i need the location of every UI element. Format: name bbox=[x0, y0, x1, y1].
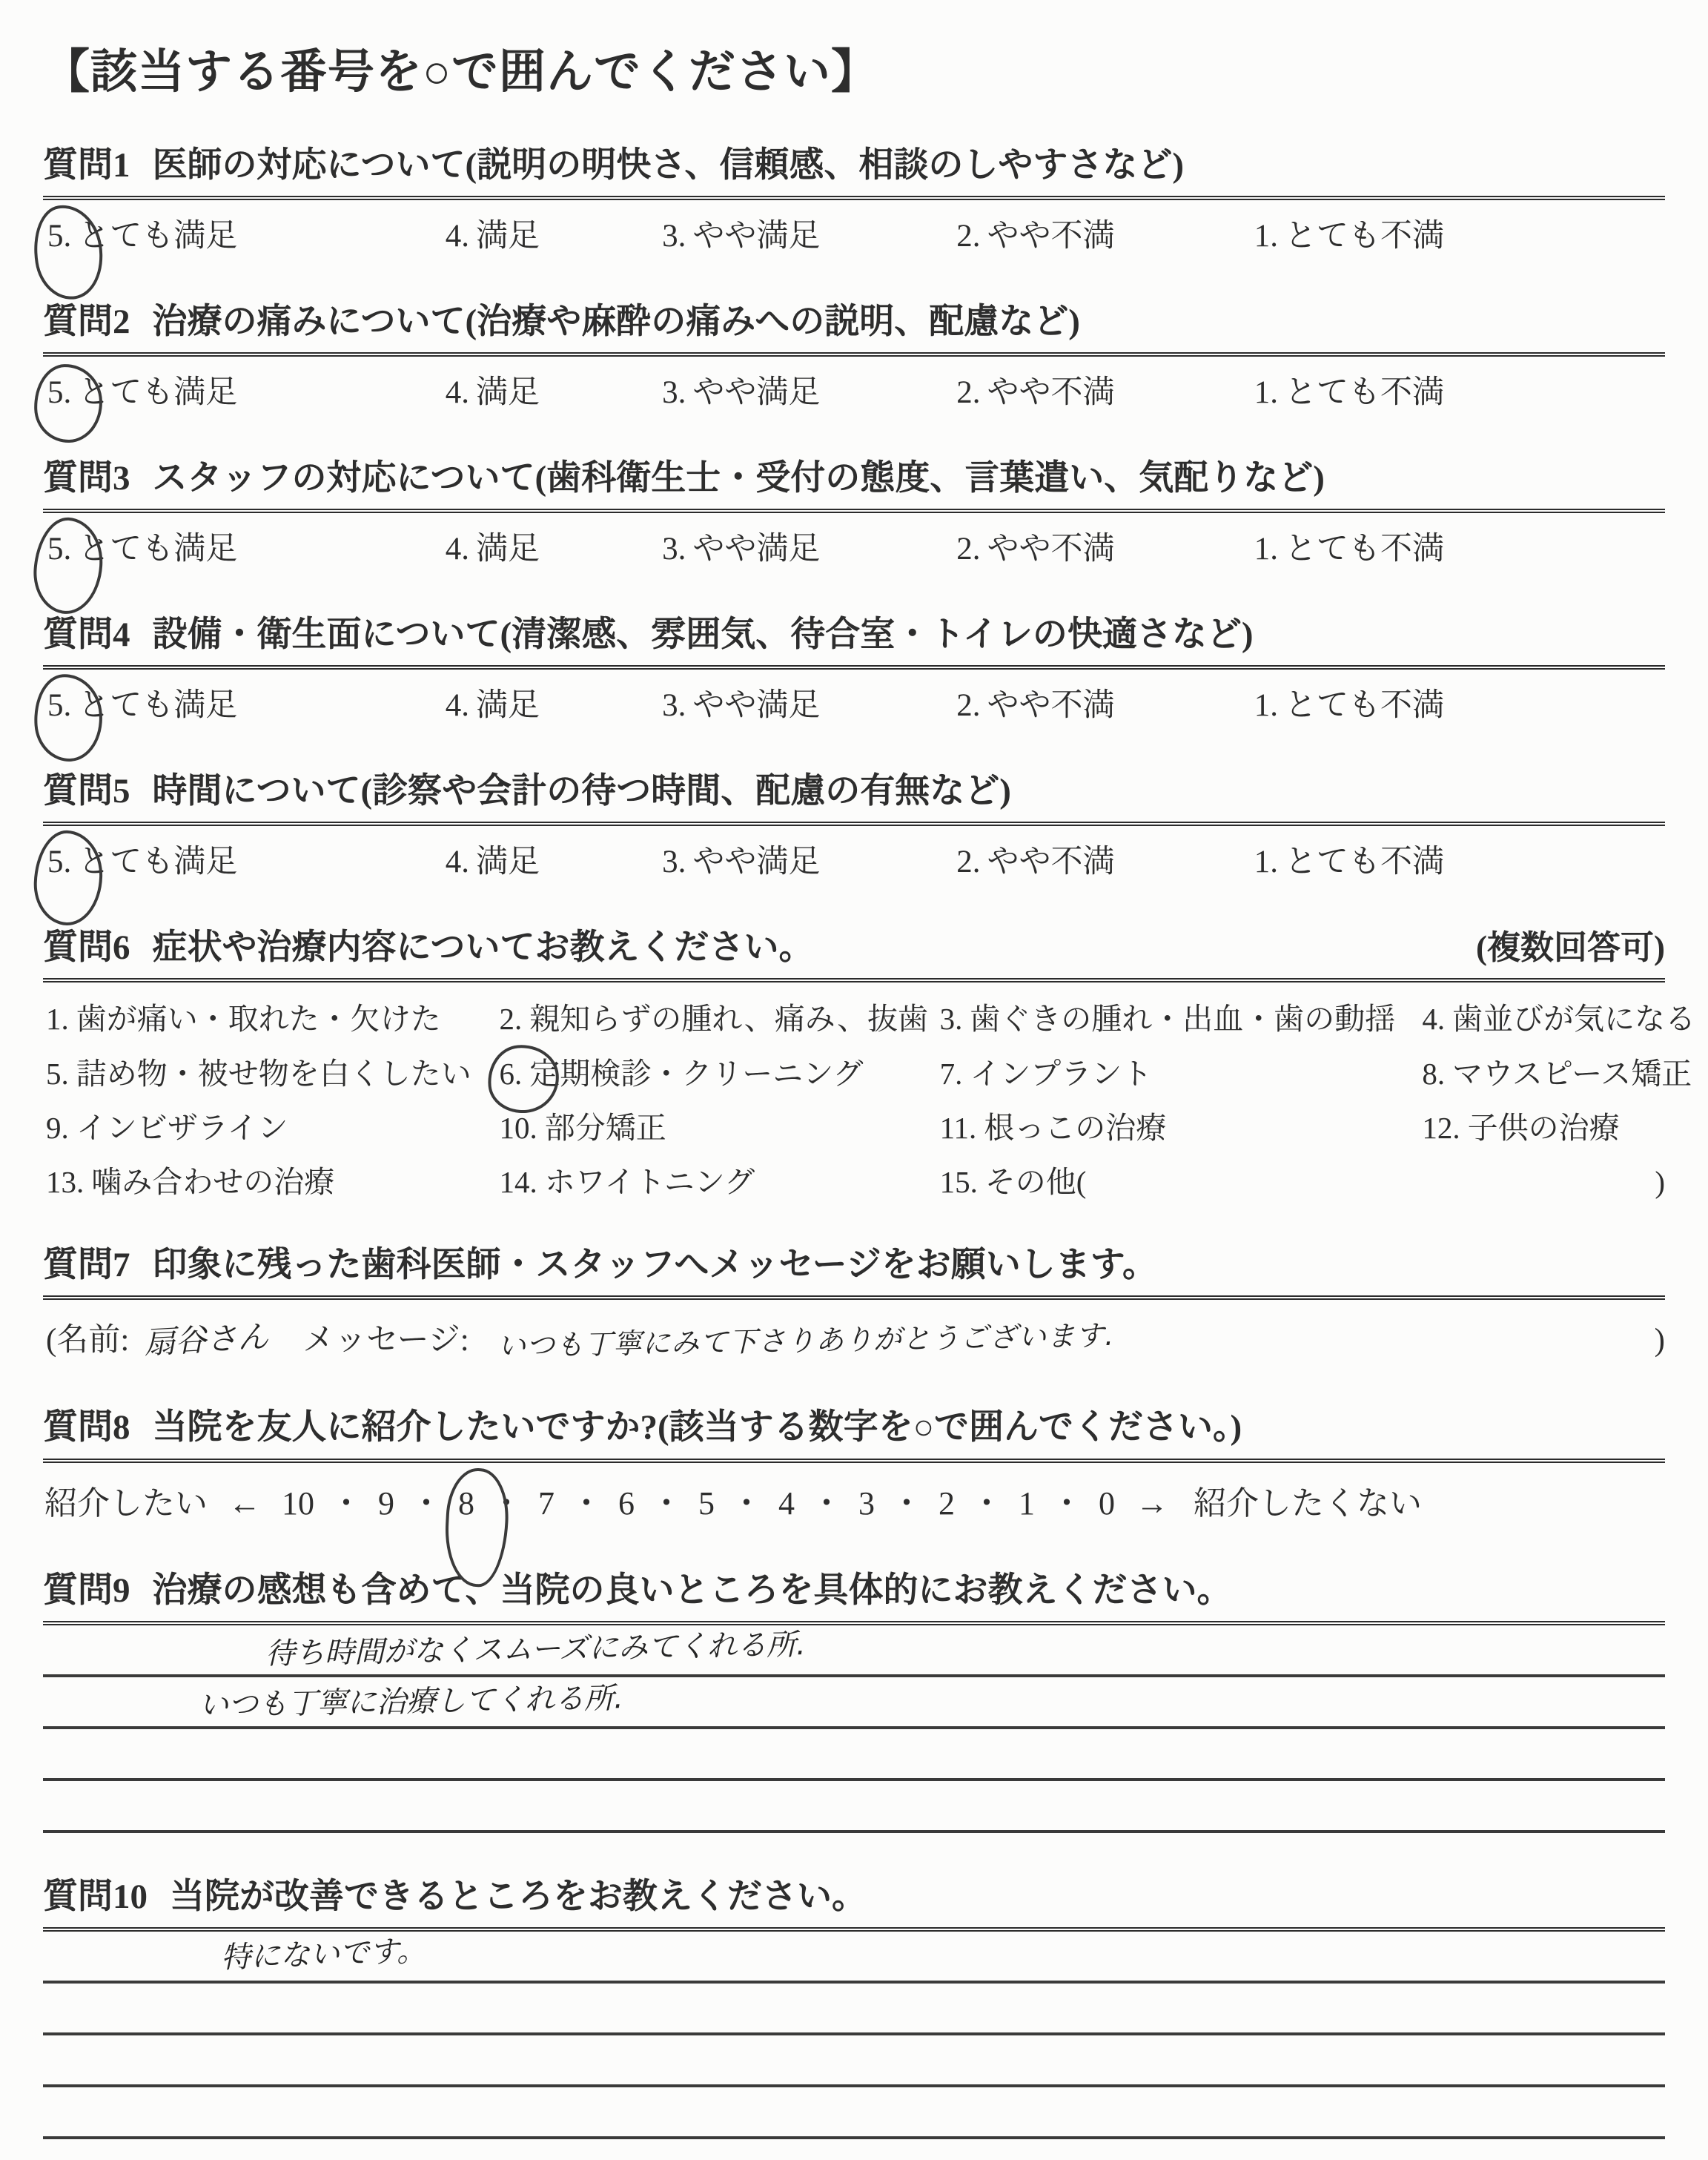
rating-options-row bbox=[43, 670, 1665, 727]
option-label: とても満足 bbox=[78, 218, 238, 254]
option-label: やや満足 bbox=[692, 218, 821, 254]
scale-number-3: 3 bbox=[858, 1484, 875, 1522]
scale-number-7: 7 bbox=[538, 1484, 555, 1522]
rating-option-2 bbox=[956, 680, 1254, 727]
left-arrow-icon: ← bbox=[228, 1484, 261, 1522]
rating-option-1 bbox=[1254, 211, 1665, 258]
option-label: やや満足 bbox=[692, 688, 821, 724]
name-message-row bbox=[43, 1300, 1665, 1364]
option-label: 満足 bbox=[476, 688, 540, 724]
rating-option-1 bbox=[1254, 680, 1665, 727]
question-9 bbox=[43, 1568, 1665, 1833]
question-3-heading bbox=[43, 456, 1665, 501]
treatment-item-3: 3. 歯ぐきの腫れ・出血・歯の動揺 bbox=[939, 1002, 1396, 1037]
rating-option-4 bbox=[446, 680, 662, 727]
treatment-item-12: 12. 子供の治療 bbox=[1422, 1110, 1620, 1145]
answer-line-blank bbox=[43, 2087, 1665, 2139]
question-title: 治療の痛みについて(治療や麻酔の痛みへの説明、配慮など) bbox=[152, 302, 1080, 341]
option-label: やや不満 bbox=[987, 688, 1115, 724]
rating-options-row bbox=[43, 826, 1665, 884]
scale-right-label: 紹介したくない bbox=[1194, 1484, 1422, 1522]
scale-number-1: 1 bbox=[1019, 1484, 1035, 1522]
option-label: とても不満 bbox=[1284, 374, 1444, 410]
scale-number-4: 4 bbox=[778, 1484, 795, 1522]
scale-left-label: 紹介したい bbox=[44, 1484, 208, 1522]
treatment-item-2: 2. 親知らずの腫れ、痛み、抜歯 bbox=[499, 1002, 929, 1037]
question-number: 質問3 bbox=[43, 458, 130, 498]
rating-option-5 bbox=[47, 524, 446, 571]
option-number: 4. bbox=[445, 218, 470, 254]
rating-option-1 bbox=[1254, 524, 1665, 571]
question-title: 当院を友人に紹介したいですか?(該当する数字を○で囲んでください。) bbox=[152, 1408, 1242, 1447]
option-number: 3. bbox=[662, 532, 686, 567]
question-title: 時間について(診察や会計の待つ時間、配慮の有無など) bbox=[152, 772, 1011, 811]
handwritten-message: いつも丁寧にみて下さりありがとうございます. bbox=[497, 1319, 1115, 1363]
question-2 bbox=[43, 300, 1665, 415]
question-6 bbox=[43, 925, 1696, 1201]
question-7-heading bbox=[43, 1243, 1665, 1288]
question-number: 質問6 bbox=[43, 928, 130, 968]
option-number: 3. bbox=[662, 688, 686, 724]
treatment-item-14: 14. ホワイトニング bbox=[499, 1165, 755, 1200]
option-number: 4. bbox=[445, 374, 470, 410]
rating-option-3 bbox=[662, 524, 956, 571]
answer-line bbox=[43, 1932, 1665, 1984]
treatment-item-4: 4. 歯並びが気になる bbox=[1422, 1002, 1696, 1037]
question-3 bbox=[43, 456, 1665, 571]
question-8 bbox=[43, 1405, 1665, 1522]
question-number: 質問1 bbox=[43, 145, 130, 185]
name-label: (名前: bbox=[46, 1323, 130, 1358]
question-title: 印象に残った歯科医師・スタッフへメッセージをお願いします。 bbox=[152, 1246, 1157, 1285]
question-number: 質問5 bbox=[43, 772, 130, 811]
answer-line-blank bbox=[43, 1984, 1665, 2035]
option-number: 4. bbox=[445, 532, 470, 567]
handwritten-name: 扇谷さん bbox=[143, 1318, 270, 1361]
rating-option-4 bbox=[446, 211, 662, 258]
scale-number-8: 8 bbox=[458, 1484, 474, 1522]
option-number: 3. bbox=[662, 374, 686, 410]
scale-number-9: 9 bbox=[378, 1484, 394, 1522]
option-label: とても不満 bbox=[1284, 688, 1444, 724]
answer-line bbox=[43, 1625, 1665, 1677]
rating-option-3 bbox=[662, 211, 956, 258]
message-label: メッセージ: bbox=[302, 1323, 469, 1358]
treatment-item-5: 5. 詰め物・被せ物を白くしたい bbox=[46, 1056, 471, 1091]
option-number: 5. bbox=[47, 688, 72, 724]
rating-option-2 bbox=[956, 524, 1254, 571]
rating-option-4 bbox=[446, 367, 662, 415]
option-label: とても満足 bbox=[78, 845, 238, 880]
treatment-item-1: 1. 歯が痛い・取れた・欠けた bbox=[46, 1002, 441, 1037]
question-number: 質問2 bbox=[43, 302, 130, 341]
option-number: 1. bbox=[1254, 532, 1278, 567]
option-number: 1. bbox=[1254, 374, 1278, 410]
option-label: とても満足 bbox=[78, 532, 238, 567]
treatment-options-grid bbox=[43, 982, 1696, 1201]
rating-option-1 bbox=[1254, 367, 1665, 415]
answer-line-blank bbox=[43, 1729, 1665, 1781]
question-title: 治療の感想も含めて、当院の良いところを具体的にお教えください。 bbox=[152, 1571, 1232, 1610]
option-number: 3. bbox=[662, 218, 686, 254]
option-label: 満足 bbox=[476, 218, 540, 254]
question-10-heading bbox=[43, 1875, 1665, 1920]
scale-number-0: 0 bbox=[1099, 1484, 1115, 1522]
option-label: やや不満 bbox=[987, 845, 1115, 880]
question-title: 医師の対応について(説明の明快さ、信頼感、相談のしやすさなど) bbox=[152, 145, 1184, 185]
treatment-item-13: 13. 噛み合わせの治療 bbox=[46, 1165, 335, 1200]
option-label: やや満足 bbox=[692, 845, 821, 880]
question-title: スタッフの対応について(歯科衛生士・受付の態度、言葉遣い、気配りなど) bbox=[152, 458, 1325, 498]
option-number: 3. bbox=[662, 845, 686, 880]
multiple-answers-note: (複数回答可) bbox=[1476, 929, 1665, 967]
question-8-heading bbox=[43, 1405, 1665, 1450]
question-4 bbox=[43, 612, 1665, 727]
other-close-paren: ) bbox=[1655, 1165, 1665, 1200]
treatment-item-8: 8. マウスピース矯正 bbox=[1422, 1056, 1692, 1091]
rating-option-5 bbox=[47, 680, 446, 727]
treatment-item-11: 11. 根っこの治療 bbox=[939, 1110, 1167, 1145]
rating-options-row bbox=[43, 357, 1665, 415]
option-number: 5. bbox=[47, 218, 72, 254]
rating-option-2 bbox=[956, 367, 1254, 415]
option-label: やや満足 bbox=[692, 374, 821, 410]
question-number: 質問7 bbox=[43, 1246, 130, 1285]
option-number: 1. bbox=[1254, 845, 1278, 880]
handwritten-answer: いつも丁寧に治療してくれる所. bbox=[198, 1680, 624, 1723]
close-paren: ) bbox=[1654, 1323, 1665, 1358]
handwritten-answer: 待ち時間がなくスムーズにみてくれる所. bbox=[265, 1627, 807, 1671]
treatment-item-7: 7. インプラント bbox=[939, 1056, 1153, 1091]
question-9-heading bbox=[43, 1568, 1665, 1614]
question-5 bbox=[43, 769, 1665, 884]
option-number: 2. bbox=[956, 374, 981, 410]
option-number: 1. bbox=[1254, 688, 1278, 724]
option-label: やや不満 bbox=[987, 374, 1115, 410]
question-title: 当院が改善できるところをお教えください。 bbox=[170, 1877, 867, 1916]
rating-option-5 bbox=[47, 836, 446, 884]
question-number: 質問9 bbox=[43, 1571, 130, 1610]
treatment-item-9: 9. インビザライン bbox=[46, 1110, 288, 1145]
rating-option-4 bbox=[446, 524, 662, 571]
treatment-item-10: 10. 部分矯正 bbox=[499, 1110, 666, 1145]
option-number: 5. bbox=[47, 532, 72, 567]
option-number: 2. bbox=[956, 532, 981, 567]
question-number: 質問4 bbox=[43, 615, 130, 655]
option-label: やや不満 bbox=[987, 218, 1115, 254]
option-label: とても満足 bbox=[78, 374, 238, 410]
answer-line-blank bbox=[43, 1781, 1665, 1833]
rating-option-5 bbox=[47, 367, 446, 415]
answer-line-blank bbox=[43, 2035, 1665, 2087]
question-number: 質問8 bbox=[43, 1408, 130, 1447]
option-label: とても満足 bbox=[78, 688, 238, 724]
handwritten-answer: 特にないです。 bbox=[220, 1933, 427, 1975]
question-5-heading bbox=[43, 769, 1665, 814]
option-label: 満足 bbox=[476, 374, 540, 410]
rating-option-3 bbox=[662, 367, 956, 415]
answer-line bbox=[43, 1677, 1665, 1729]
option-number: 5. bbox=[47, 845, 72, 880]
scale-number-10: 10 bbox=[282, 1484, 314, 1522]
option-label: とても不満 bbox=[1284, 532, 1444, 567]
option-number: 4. bbox=[445, 688, 470, 724]
option-number: 2. bbox=[956, 688, 981, 724]
option-number: 4. bbox=[445, 845, 470, 880]
question-1-heading bbox=[43, 143, 1665, 188]
question-6-heading bbox=[43, 925, 1665, 971]
question-7 bbox=[43, 1243, 1665, 1364]
question-4-heading bbox=[43, 612, 1665, 658]
rating-options-row bbox=[43, 200, 1665, 258]
rating-option-2 bbox=[956, 836, 1254, 884]
option-number: 1. bbox=[1254, 218, 1278, 254]
option-label: やや満足 bbox=[692, 532, 821, 567]
rating-option-5 bbox=[47, 211, 446, 258]
question-1 bbox=[43, 143, 1665, 258]
option-label: とても不満 bbox=[1284, 845, 1444, 880]
option-label: 満足 bbox=[476, 532, 540, 567]
option-number: 5. bbox=[47, 374, 72, 410]
option-label: やや不満 bbox=[987, 532, 1115, 567]
question-number: 質問10 bbox=[43, 1877, 148, 1916]
option-label: 満足 bbox=[476, 845, 540, 880]
scale-number-5: 5 bbox=[698, 1484, 715, 1522]
treatment-item-15-other: 15. その他( ) bbox=[940, 1163, 1665, 1201]
rating-option-3 bbox=[662, 680, 956, 727]
scale-number-2: 2 bbox=[939, 1484, 955, 1522]
right-arrow-icon: → bbox=[1136, 1484, 1168, 1522]
scale-number-6: 6 bbox=[618, 1484, 635, 1522]
option-number: 2. bbox=[956, 845, 981, 880]
question-title: 症状や治療内容についてお教えください。 bbox=[152, 928, 814, 968]
option-label: とても不満 bbox=[1284, 218, 1444, 254]
question-10 bbox=[43, 1875, 1665, 2139]
page-title: 【該当する番号を○で囲んでください】 bbox=[43, 46, 879, 98]
question-title: 設備・衛生面について(清潔感、雰囲気、待合室・トイレの快適さなど) bbox=[152, 615, 1254, 655]
rating-option-4 bbox=[446, 836, 662, 884]
rating-options-row bbox=[43, 513, 1665, 571]
option-number: 2. bbox=[956, 218, 981, 254]
rating-option-2 bbox=[956, 211, 1254, 258]
rating-option-3 bbox=[662, 836, 956, 884]
rating-option-1 bbox=[1254, 836, 1665, 884]
treatment-item-6: 6. 定期検診・クリーニング bbox=[500, 1055, 940, 1093]
recommend-scale-row: 紹介したい ← 10 ・ 9 ・ 8 ・ 7 ・ 6 ・ 5 ・ 4 ・ 3 ・ 2 ・ 1 ・ 0 → 紹介したくない bbox=[43, 1463, 1665, 1522]
question-2-heading bbox=[43, 300, 1665, 345]
